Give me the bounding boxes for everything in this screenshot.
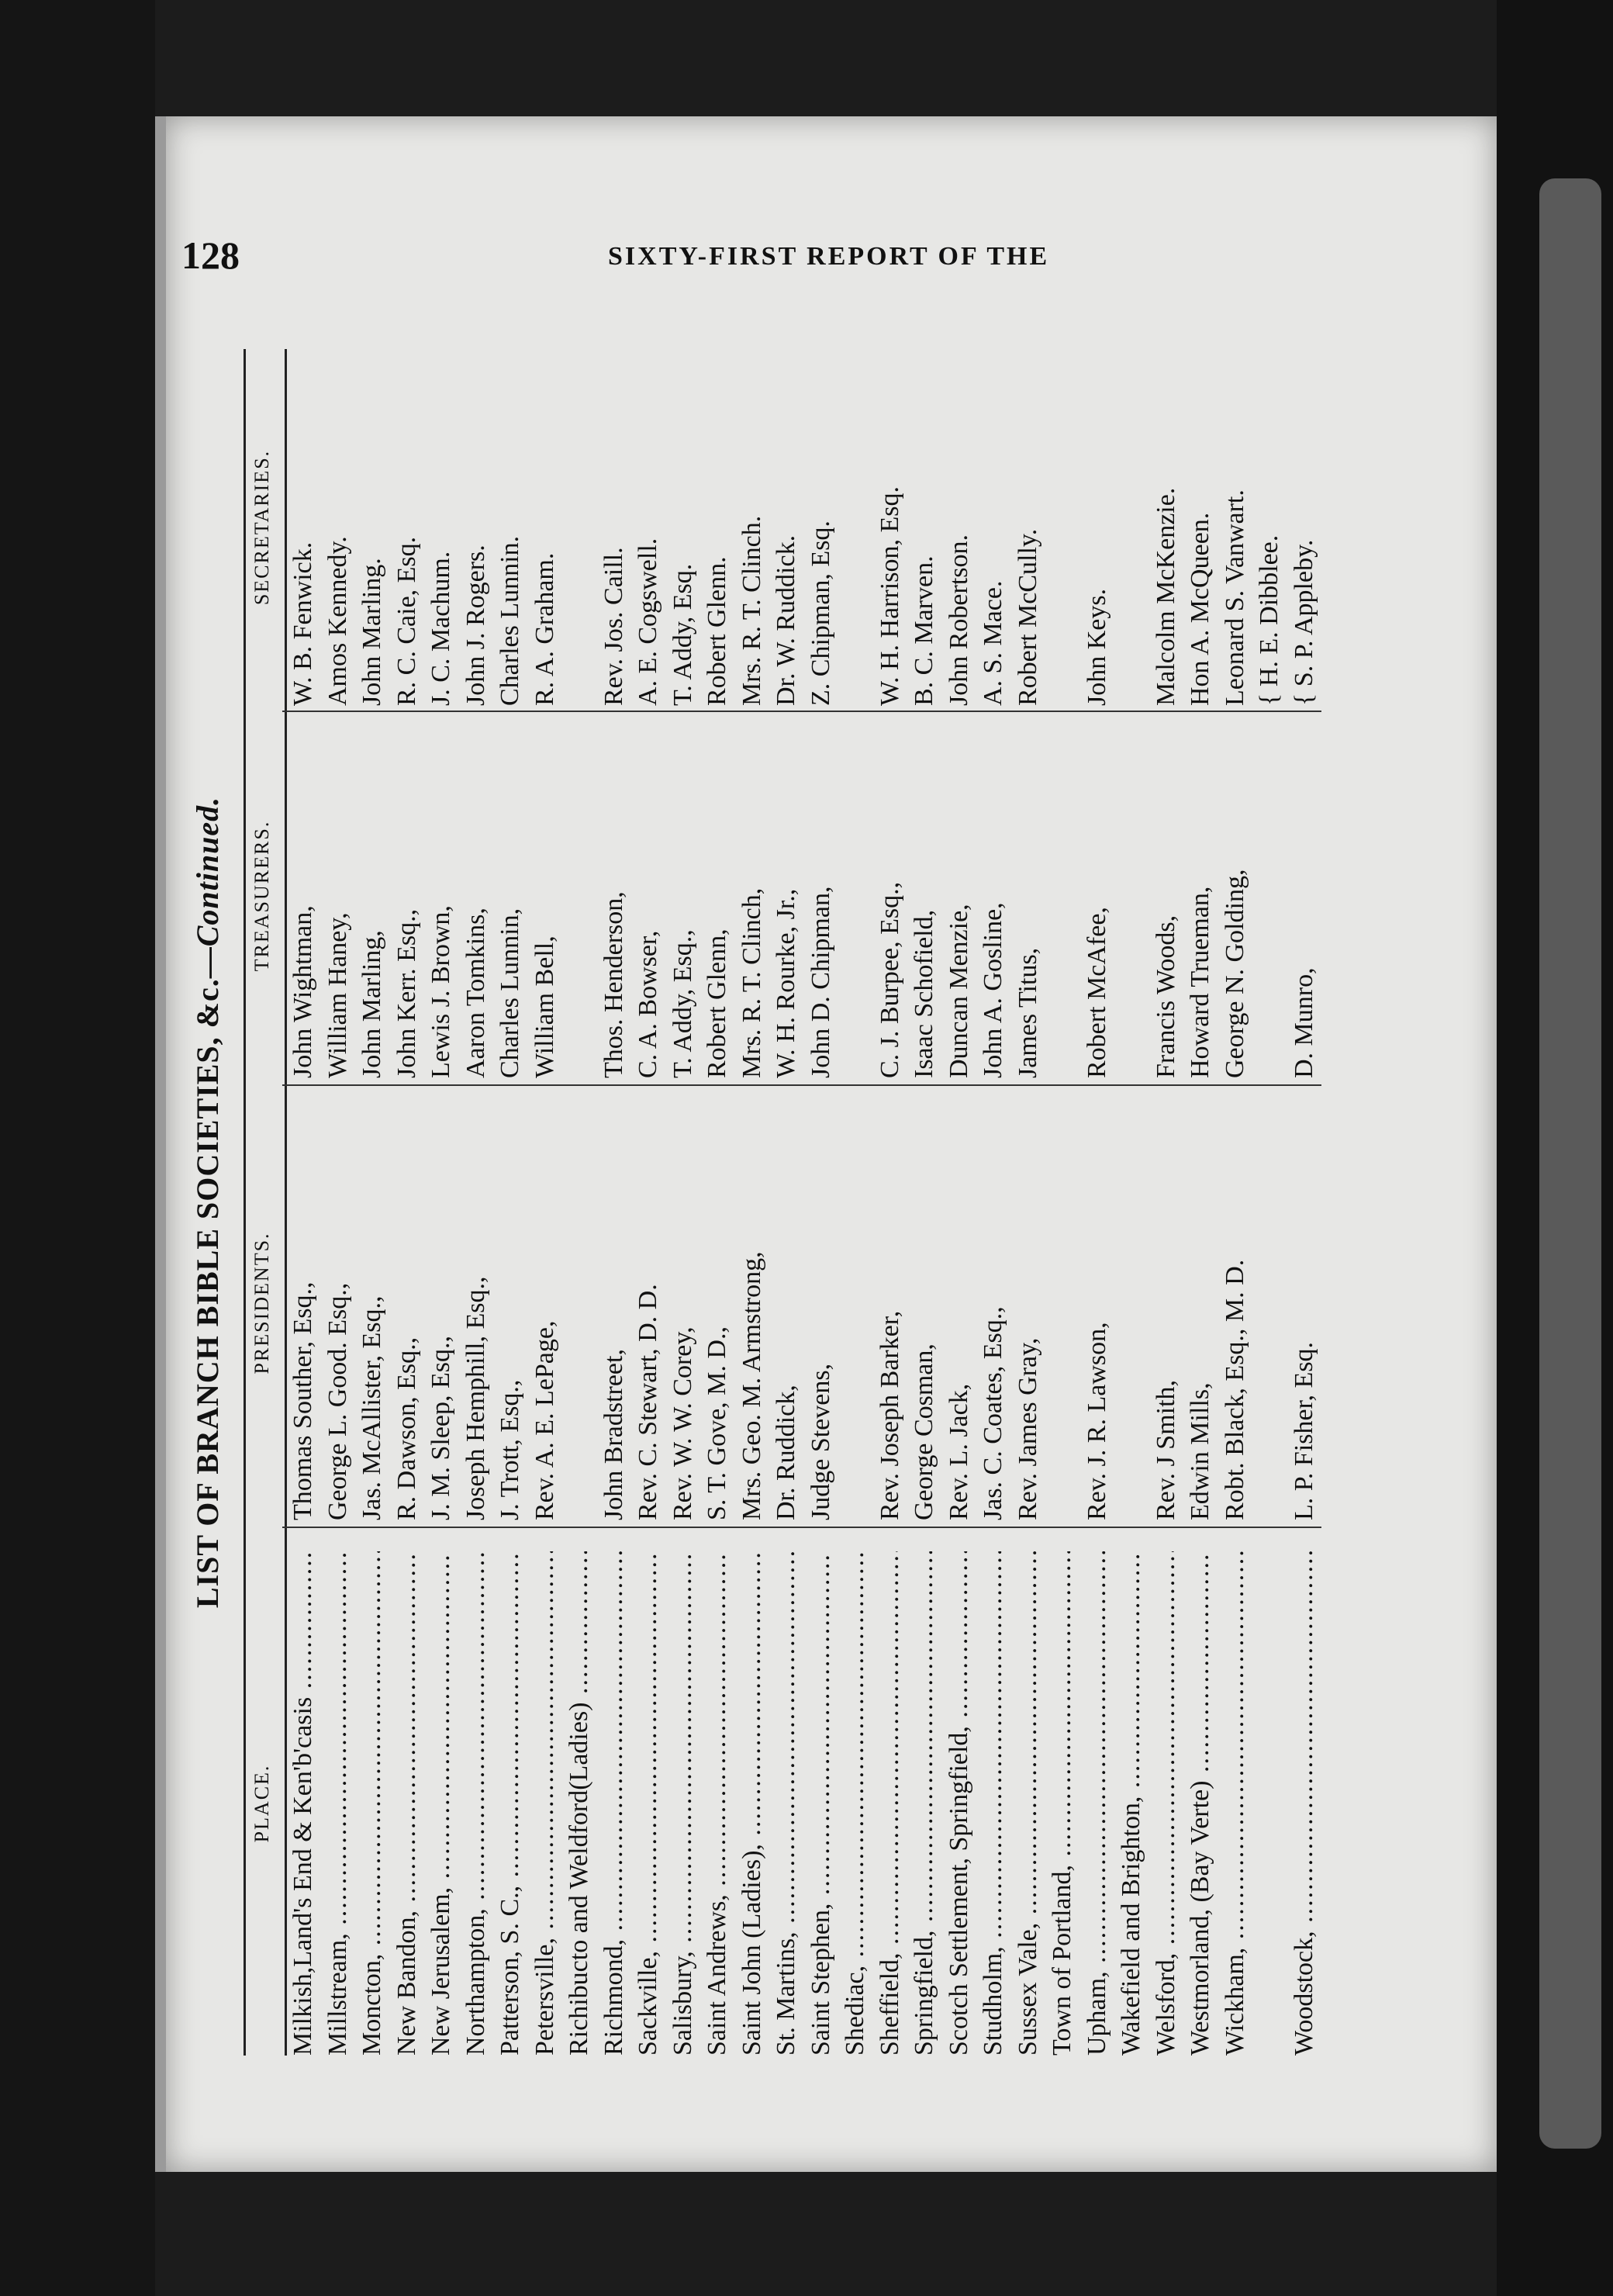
table-row (1152, 349, 1186, 2056)
header-place: PLACE. (250, 1764, 273, 1843)
president-cell: Robt. Black, Esq., M. D. (1220, 1259, 1249, 1520)
place-cell: Saint John (Ladies), ..... (737, 1551, 767, 2056)
president-cell: J. M. Sleep, Esq., (427, 1336, 455, 1520)
running-head: SIXTY-FIRST REPORT OF THE (608, 242, 1050, 271)
place-cell: St. Martins, ..... (772, 1551, 801, 2056)
place-cell: Springfield, ..... (910, 1551, 939, 2056)
treasurer-cell: Mrs. R. T. Clinch, (737, 887, 766, 1078)
film-edge-left (0, 0, 155, 2296)
place-cell: New Bandon, ..... (392, 1551, 422, 2056)
place-cell: Sussex Vale, ..... (1014, 1551, 1043, 2056)
president-cell: Rev. J Smith, (1151, 1379, 1180, 1520)
table-row (1186, 349, 1221, 2056)
table-title (189, 349, 236, 2056)
president-cell: Thomas Souther, Esq., (288, 1281, 317, 1520)
place-cell: Richmond, ..... (599, 1551, 629, 2056)
place-cell: Wakefield and Brighton, ..... (1117, 1551, 1146, 2056)
president-cell: Judge Stevens, (806, 1363, 835, 1520)
president-cell: Edwin Mills, (1186, 1382, 1214, 1520)
table-row (599, 349, 634, 2056)
president-cell: Jas. C. Coates, Esq., (979, 1306, 1007, 1520)
treasurer-cell: John D. Chipman, (806, 886, 835, 1078)
place-cell: Milkish,Land's End & Ken'b'casis ..... (288, 1551, 318, 2056)
place-cell: Salisbury, ..... (668, 1551, 698, 2056)
treasurer-cell: Robert McAfee, (1082, 907, 1111, 1078)
place-cell: Studholm, ..... (979, 1551, 1008, 2056)
secretary-cell: Hon A. McQueen. (1186, 512, 1214, 706)
secretary-cell: W. B. Fenwick. (288, 541, 317, 706)
treasurer-cell: C. J. Burpee, Esq., (875, 881, 904, 1078)
place-cell: New Jerusalem, ..... (427, 1551, 456, 2056)
president-cell: Rev. C. Stewart, D. D. (634, 1284, 662, 1520)
table-row (737, 349, 772, 2056)
president-cell: Rev. James Gray, (1013, 1337, 1042, 1520)
adjacent-page-edge (1539, 178, 1601, 2149)
table-row (1221, 349, 1256, 2056)
secretary-cell: Rev. Jos. Caill. (599, 547, 628, 706)
secretary-cell: W. H. Harrison, Esq. (875, 486, 904, 706)
secretary-cell: Mrs. R. T. Clinch. (737, 515, 766, 706)
secretary-cell: John Marling. (357, 558, 386, 706)
secretary-cell: John Robertson. (944, 534, 973, 706)
secretary-cell: Robert Glenn. (703, 556, 731, 706)
place-cell: Wickham, ..... (1221, 1551, 1250, 2056)
table-row (1117, 349, 1152, 2056)
president-cell: Rev. W. W. Corey, (668, 1326, 697, 1520)
president-cell: Mrs. Geo. M. Armstrong, (737, 1251, 766, 1520)
secretary-cell: Robert McCully. (1013, 528, 1042, 706)
secretary-cell: Malcolm McKenzie. (1151, 487, 1180, 706)
table-row (910, 349, 945, 2056)
header-presidents: PRESIDENTS. (250, 1232, 273, 1374)
table-row (1048, 349, 1083, 2056)
table-row (703, 349, 737, 2056)
place-cell: Woodstock, ..... (1290, 1551, 1319, 2056)
president-cell: John Bradstreet, (599, 1349, 628, 1520)
place-cell: Millstream, ..... (323, 1551, 353, 2056)
president-cell: Rev. J. R. Lawson, (1082, 1322, 1111, 1520)
treasurer-cell: Lewis J. Brown, (427, 905, 455, 1078)
treasurer-cell: Francis Woods, (1151, 915, 1180, 1078)
place-cell: Welsford, ..... (1152, 1551, 1181, 2056)
table-row (392, 349, 427, 2056)
secretary-cell: J. C. Machum. (427, 551, 455, 706)
table-body (288, 349, 1324, 2056)
president-cell: Rev. L. Jack, (944, 1383, 973, 1520)
treasurer-cell: Thos. Henderson, (599, 891, 628, 1078)
secretary-cell: R. A. Graham. (530, 552, 559, 706)
table-row (357, 349, 392, 2056)
president-cell: R. Dawson, Esq., (392, 1336, 421, 1520)
treasurer-cell: James Titus, (1013, 947, 1042, 1078)
secretary-cell: A. S. Mace. (979, 580, 1007, 706)
treasurer-cell: William Haney, (323, 912, 352, 1078)
president-cell: J. Trott, Esq., (496, 1379, 524, 1520)
table-row (323, 349, 358, 2056)
place-cell: Petersville, ..... (530, 1551, 560, 2056)
place-cell: Sackville, ..... (634, 1551, 663, 2056)
secretary-cell: B. C. Marven. (910, 555, 938, 706)
secretary-cell: Z. Chipman, Esq. (806, 520, 835, 706)
president-cell: George L. Good. Esq., (323, 1282, 352, 1520)
treasurer-cell: George N. Golding, (1220, 869, 1249, 1078)
table-row (806, 349, 841, 2056)
president-cell: Joseph Hemphill, Esq., (461, 1276, 490, 1520)
treasurer-cell: Isaac Schofield, (910, 909, 938, 1078)
place-cell: Saint Stephen, ..... (806, 1551, 836, 2056)
branch-societies-table (189, 349, 1399, 2056)
place-cell: Moncton, ..... (357, 1551, 387, 2056)
secretary-cell: R. C. Caie, Esq. (392, 536, 421, 706)
place-cell: Northampton, ..... (461, 1551, 491, 2056)
table-title-text: LIST OF BRANCH BIBLE SOCIETIES, &c.— (190, 946, 225, 1609)
table-row (461, 349, 496, 2056)
treasurer-cell: William Bell, (530, 935, 559, 1078)
table-row (945, 349, 979, 2056)
secretary-cell: Amos Kennedy. (323, 536, 352, 706)
president-cell: Rev. Joseph Barker, (875, 1310, 904, 1520)
president-cell: George Cosman, (910, 1343, 938, 1520)
table-row (634, 349, 668, 2056)
table-row (1083, 349, 1117, 2056)
place-cell: Sheffield, ..... (876, 1551, 905, 2056)
secretary-cell: John J. Rogers. (461, 545, 490, 706)
table-row (979, 349, 1014, 2056)
table-row (1014, 349, 1048, 2056)
president-cell: Dr. Ruddick, (772, 1385, 800, 1520)
president-cell: Rev. A. E. LePage, (530, 1320, 559, 1520)
table-row (530, 349, 565, 2056)
table-row (496, 349, 530, 2056)
table-row (668, 349, 703, 2056)
secretary-cell: John Keys. (1082, 588, 1111, 706)
treasurer-cell: John Kerr. Esq., (392, 908, 421, 1078)
secretary-cell: { S. P. Appleby. (1289, 539, 1318, 706)
treasurer-cell: Howard Trueman, (1186, 886, 1214, 1078)
secretary-cell: Charles Lunnin. (496, 535, 524, 706)
table-row (565, 349, 599, 2056)
place-cell: Scotch Settlement, Springfield, ..... (945, 1551, 974, 2056)
treasurer-cell: D. Munro, (1289, 967, 1318, 1078)
treasurer-cell: John A. Gosline, (979, 902, 1007, 1078)
place-cell: Shediac, ..... (841, 1551, 870, 2056)
table-header (244, 349, 287, 2056)
treasurer-cell: Charles Lunnin, (496, 908, 524, 1078)
table-row (772, 349, 806, 2056)
place-cell: Patterson, S. C., ..... (496, 1551, 525, 2056)
table-row (1255, 349, 1290, 2056)
place-cell: Upham, ..... (1083, 1551, 1112, 2056)
table-row (841, 349, 876, 2056)
page-header (181, 233, 1267, 303)
secretary-cell: { H. E. Dibblee. (1255, 534, 1283, 706)
secretary-cell: T. Addy, Esq. (668, 563, 697, 706)
header-treasurers: TREASURERS. (250, 820, 273, 972)
treasurer-cell: Duncan Menzie, (944, 904, 973, 1078)
table-title-continued: Continued. (190, 796, 225, 947)
president-cell: L. P. Fisher, Esq. (1289, 1341, 1318, 1520)
place-cell: Westmorland, (Bay Verte) ..... (1186, 1551, 1215, 2056)
treasurer-cell: John Marling, (357, 930, 386, 1078)
header-secretaries: SECRETARIES. (250, 449, 273, 606)
table-row (876, 349, 910, 2056)
table-row (427, 349, 461, 2056)
secretary-cell: Dr. W. Ruddick. (772, 534, 800, 706)
treasurer-cell: T. Addy, Esq., (668, 929, 697, 1078)
book-page (155, 116, 1497, 2172)
treasurer-cell: C. A. Bowser, (634, 930, 662, 1078)
treasurer-cell: Robert Glenn, (703, 928, 731, 1078)
secretary-cell: Leonard S. Vanwart. (1220, 489, 1249, 706)
place-cell: Saint Andrews, ..... (703, 1551, 732, 2056)
table-row (288, 349, 323, 2056)
president-cell: S. T. Gove, M. D., (703, 1326, 731, 1520)
secretary-cell: A. E. Cogswell. (634, 538, 662, 706)
page-number: 128 (181, 233, 240, 277)
table-row (1290, 349, 1325, 2056)
treasurer-cell: John Wightman, (288, 905, 317, 1078)
treasurer-cell: Aaron Tomkins, (461, 908, 490, 1078)
place-cell: Richibucto and Weldford(Ladies) ..... (565, 1551, 594, 2056)
treasurer-cell: W. H. Rourke, Jr., (772, 888, 800, 1078)
president-cell: Jas. McAllister, Esq., (357, 1295, 386, 1520)
place-cell: Town of Portland, ..... (1048, 1551, 1077, 2056)
